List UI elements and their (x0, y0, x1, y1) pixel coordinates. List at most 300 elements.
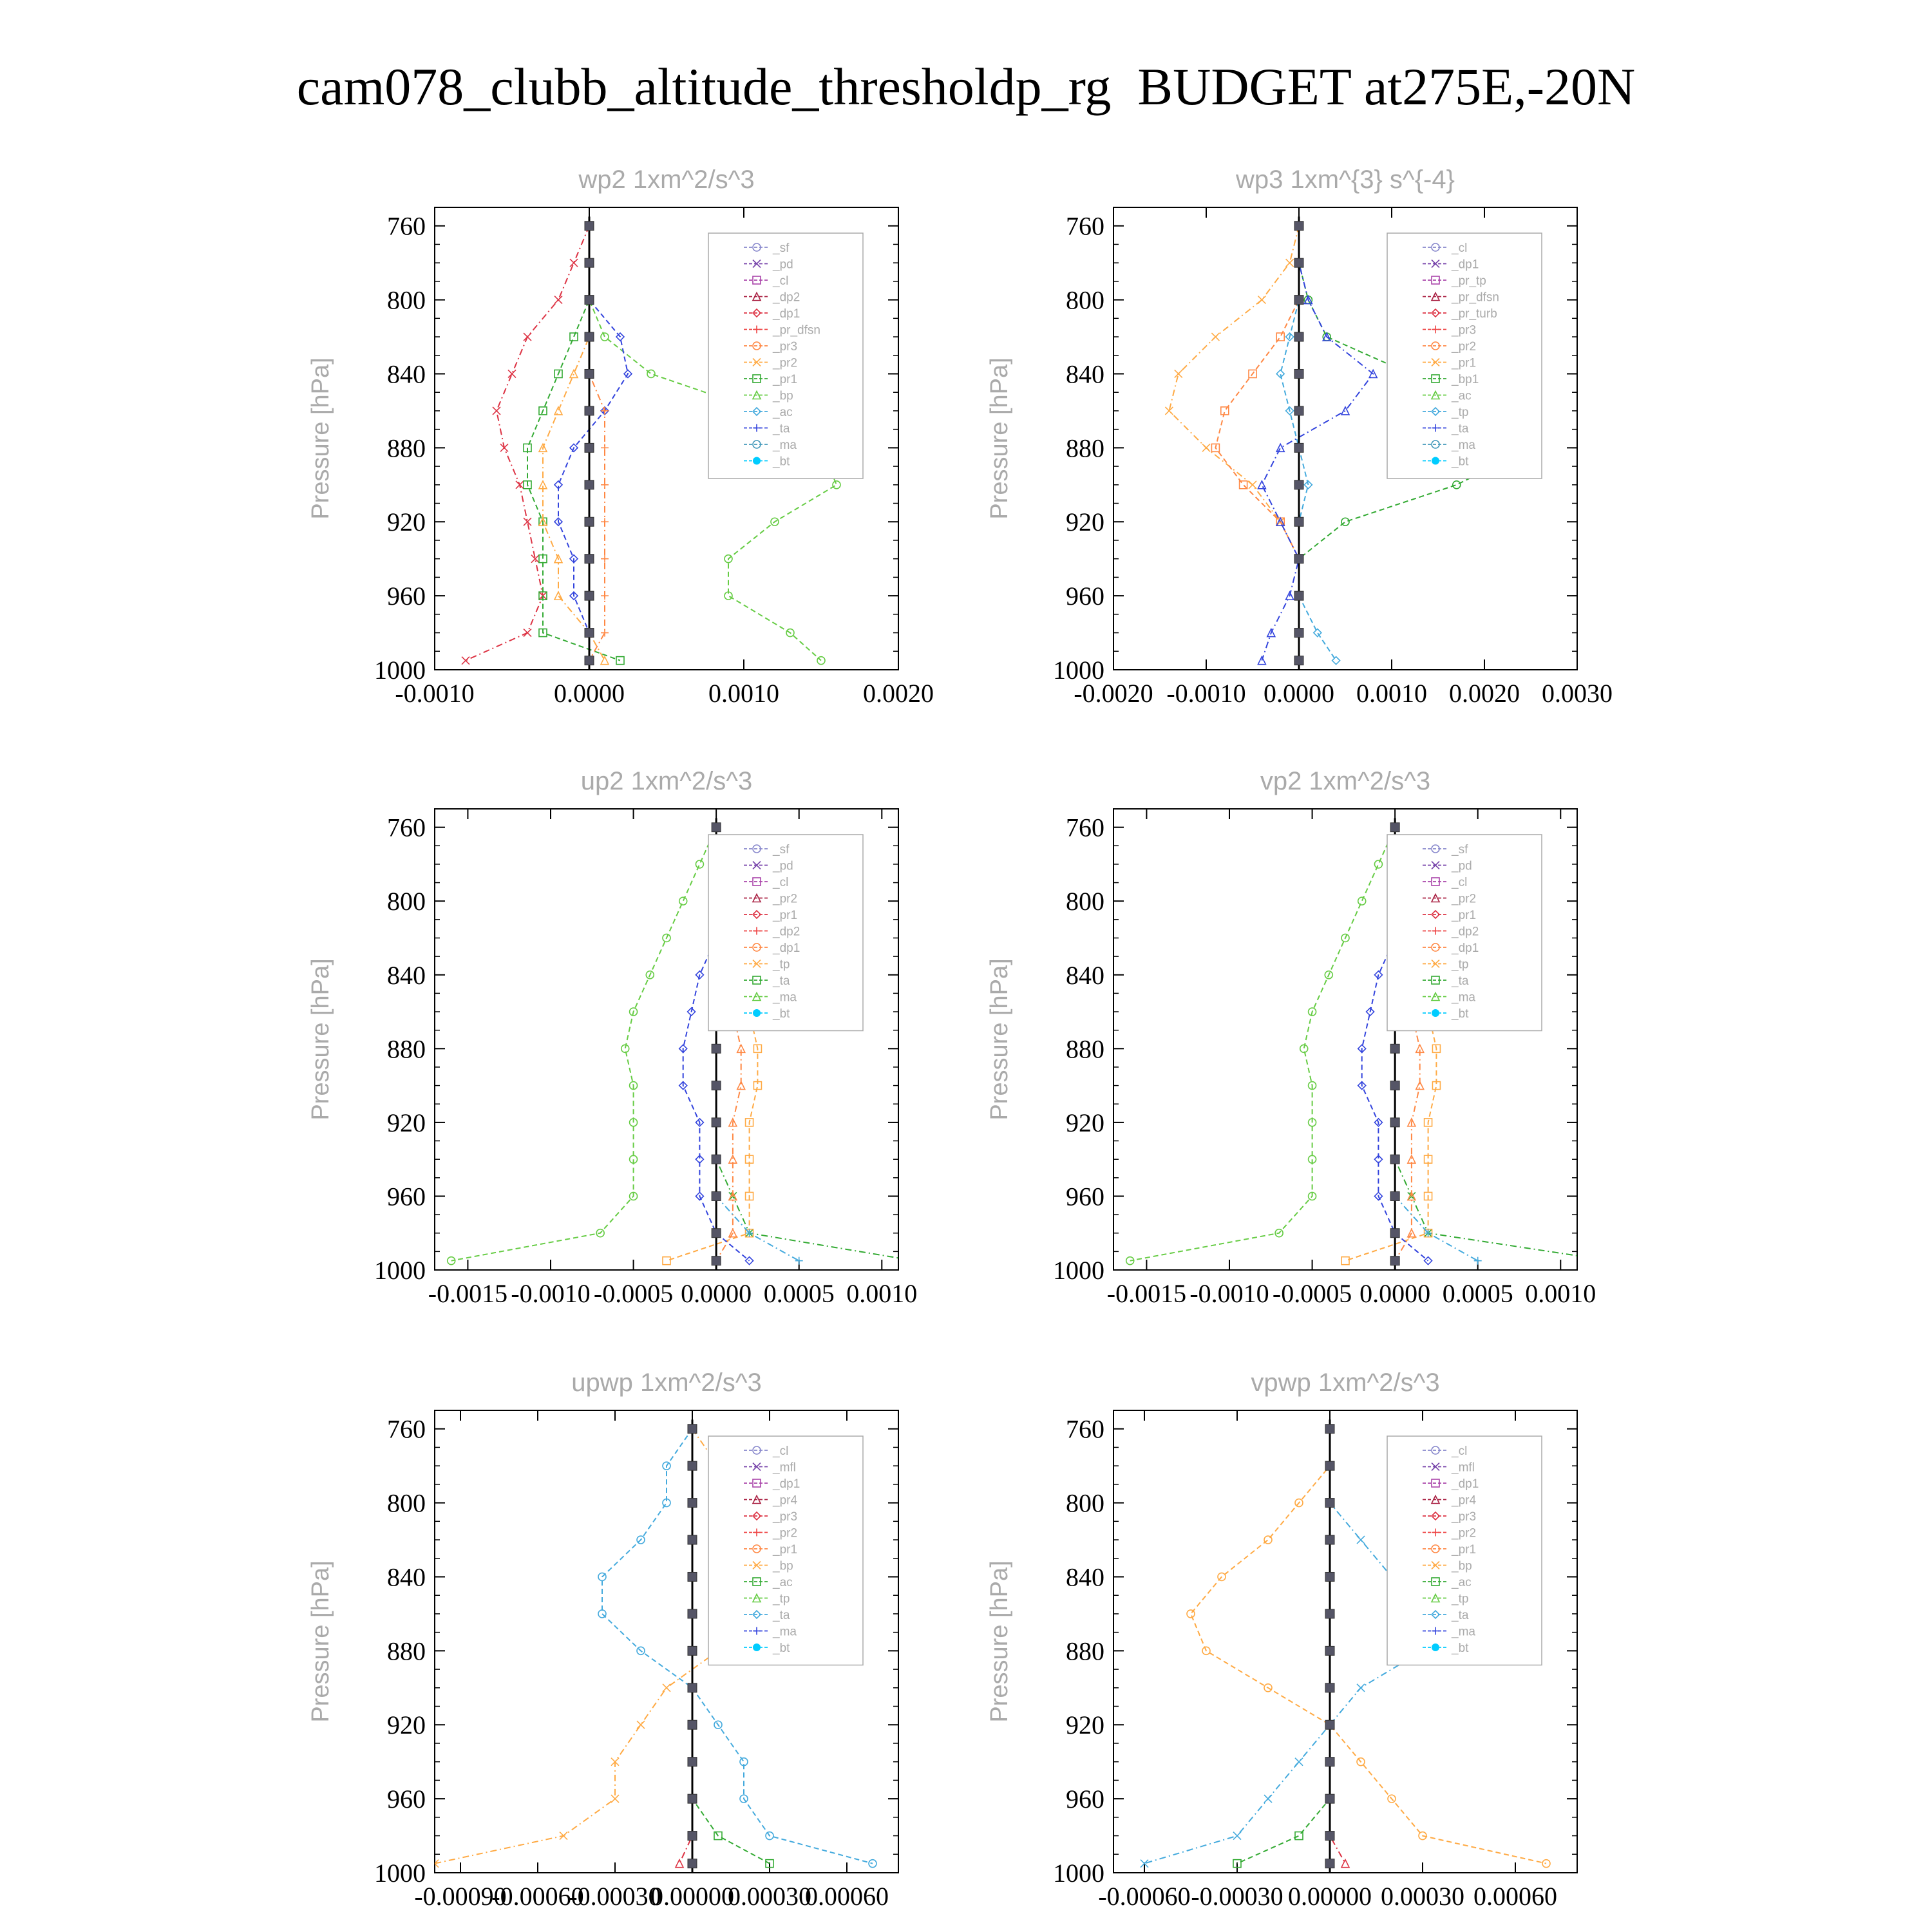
data-point (1286, 259, 1294, 267)
data-point (601, 481, 609, 489)
data-point (601, 657, 609, 665)
zero-marker (1325, 1794, 1334, 1803)
data-point (570, 370, 578, 377)
x-tick-label: 0.0010 (1525, 1279, 1596, 1308)
zero-marker (1294, 296, 1303, 305)
x-tick-label: 0.0005 (1442, 1279, 1513, 1308)
series-line (1144, 1429, 1423, 1864)
legend-label: _bt (1452, 1642, 1469, 1655)
zero-marker (1294, 258, 1303, 267)
series-line (1169, 226, 1299, 661)
zero-marker (1294, 406, 1303, 415)
panel-title: upwp 1xm^2/s^3 (571, 1368, 762, 1397)
legend-label: _pr2 (1452, 892, 1477, 906)
legend-label: _mfl (1452, 1461, 1475, 1475)
y-tick-label: 800 (1066, 1488, 1104, 1518)
data-point (493, 407, 500, 415)
legend-label: _mfl (773, 1461, 796, 1475)
data-point (1374, 860, 1382, 868)
data-point (611, 1795, 619, 1803)
legend-label: _pr2 (773, 356, 798, 370)
legend-label: _ma (1452, 990, 1475, 1005)
legend-label: _pr3 (1452, 1510, 1477, 1524)
data-point (462, 657, 469, 665)
y-tick-label: 880 (387, 1636, 426, 1666)
zero-marker (585, 629, 594, 638)
chart-panel (986, 767, 1614, 1308)
data-point (696, 860, 703, 868)
y-tick-label: 800 (387, 285, 426, 315)
data-point (601, 518, 609, 526)
x-tick-label: -0.0010 (395, 679, 475, 708)
legend-label: _ac (773, 406, 793, 419)
data-point (598, 1610, 606, 1618)
chart-panel (307, 767, 919, 1308)
legend-label: _bp (773, 1559, 793, 1573)
legend-label: _sf (773, 242, 790, 255)
zero-marker (1325, 1499, 1334, 1508)
data-point (679, 897, 687, 905)
y-tick-label: 1000 (374, 1256, 426, 1285)
data-point (524, 333, 531, 341)
series-line (1130, 828, 1395, 1261)
zero-marker (688, 1720, 697, 1729)
zero-marker (585, 554, 594, 564)
x-tick-label: -0.00030 (569, 1882, 661, 1911)
legend-label: _bt (773, 1007, 790, 1021)
data-point (1358, 897, 1366, 905)
legend-label: _pr1 (1452, 356, 1477, 370)
zero-marker (585, 296, 594, 305)
y-axis-label: Pressure [hPa] (986, 1560, 1013, 1723)
series-line (451, 828, 716, 1261)
y-tick-label: 1000 (1053, 1256, 1104, 1285)
zero-marker (712, 1256, 721, 1265)
x-tick-label: -0.0010 (1166, 679, 1246, 708)
legend-label: _dp1 (1452, 1477, 1479, 1491)
zero-marker (1294, 369, 1303, 378)
y-tick-label: 920 (1066, 507, 1104, 537)
data-point (1606, 1257, 1614, 1265)
data-point (1258, 481, 1265, 489)
legend-label: _bt (1452, 1007, 1469, 1021)
x-tick-label: 0.0020 (863, 679, 934, 708)
chart-panel (986, 166, 1613, 708)
legend-label: _ma (773, 990, 797, 1005)
data-point (601, 333, 609, 341)
x-tick-label: 0.0010 (846, 1279, 918, 1308)
data-point (1264, 1795, 1272, 1803)
legend-label: _dp2 (773, 925, 800, 939)
chart-panel (307, 166, 934, 708)
legend-label: _pr2 (773, 892, 798, 906)
y-tick-label: 1000 (1053, 656, 1104, 685)
zero-marker (1325, 1646, 1334, 1655)
legend-label: _sf (1452, 843, 1468, 857)
zero-marker (1390, 1155, 1399, 1164)
x-tick-label: 0.0000 (681, 1279, 752, 1308)
zero-marker (1325, 1461, 1334, 1470)
y-tick-label: 840 (387, 1562, 426, 1592)
data-point (1357, 1536, 1365, 1544)
legend-label: _ta (773, 1609, 790, 1622)
zero-marker (712, 1229, 721, 1238)
x-tick-label: 0.0005 (763, 1279, 835, 1308)
legend-label: _cl (1452, 876, 1468, 889)
y-axis-label: Pressure [hPa] (307, 1560, 334, 1723)
legend-label: _pr2 (1452, 1526, 1477, 1540)
legend-label: _ac (1452, 1576, 1472, 1589)
legend-label: _ta (1452, 422, 1469, 436)
x-tick-label: -0.0010 (511, 1279, 591, 1308)
data-point (1187, 1610, 1195, 1618)
x-tick-label: 0.0010 (1356, 679, 1427, 708)
legend-label: _tp (773, 958, 790, 972)
legend-label: _ma (1452, 1625, 1475, 1639)
x-tick-label: -0.0020 (1074, 679, 1153, 708)
data-point (554, 296, 562, 304)
y-tick-label: 760 (1066, 1414, 1104, 1444)
zero-marker (712, 1081, 721, 1090)
y-tick-label: 760 (1066, 211, 1104, 241)
y-tick-label: 960 (1066, 582, 1104, 611)
legend-label: _pr2 (773, 1526, 798, 1540)
zero-marker (688, 1757, 697, 1766)
x-tick-label: 0.00030 (728, 1882, 811, 1911)
zero-marker (688, 1683, 697, 1692)
data-point (663, 1257, 670, 1265)
data-point (570, 333, 578, 341)
legend-label: _bt (773, 455, 790, 469)
y-tick-label: 920 (1066, 1108, 1104, 1137)
data-point (817, 657, 825, 665)
legend-label: _dp1 (773, 307, 800, 321)
zero-marker (1325, 1859, 1334, 1868)
zero-marker (585, 591, 594, 600)
zero-marker (585, 406, 594, 415)
zero-marker (1325, 1425, 1334, 1434)
legend-label: _dp1 (773, 1477, 800, 1491)
zero-marker (712, 1118, 721, 1127)
y-tick-label: 840 (1066, 359, 1104, 389)
legend-label: _ma (1452, 439, 1475, 452)
y-tick-label: 760 (387, 813, 426, 842)
y-axis-label: Pressure [hPa] (986, 958, 1013, 1121)
x-tick-label: 0.00060 (805, 1882, 889, 1911)
panel-title: up2 1xm^2/s^3 (580, 767, 753, 795)
zero-marker (1294, 480, 1303, 489)
legend-label: _cl (1452, 1444, 1468, 1458)
legend-label: _pr1 (1452, 909, 1477, 922)
x-tick-label: -0.00090 (414, 1882, 507, 1911)
legend-label: _ma (773, 439, 797, 452)
data-point (1211, 333, 1219, 341)
data-point (616, 657, 624, 665)
series-line (1215, 226, 1299, 661)
x-tick-label: -0.0015 (1106, 1279, 1187, 1308)
page-title: cam078_clubb_altitude_thresholdp_rg BUDGET at275E,-20N (296, 57, 1636, 116)
legend-label: _ta (1452, 1609, 1469, 1622)
data-point (1276, 370, 1284, 377)
legend-label: _ta (1452, 974, 1469, 988)
zero-marker (585, 517, 594, 526)
zero-marker (585, 369, 594, 378)
zero-marker (1390, 1191, 1399, 1200)
zero-marker (1325, 1572, 1334, 1581)
y-tick-label: 800 (1066, 285, 1104, 315)
zero-marker (688, 1535, 697, 1544)
data-point (554, 407, 562, 415)
zero-marker (688, 1609, 697, 1618)
y-tick-label: 800 (1066, 887, 1104, 916)
zero-marker (1390, 823, 1399, 832)
zero-marker (1390, 1044, 1399, 1053)
legend-label: _pr2 (1452, 340, 1477, 354)
y-tick-label: 920 (387, 1710, 426, 1740)
y-tick-label: 840 (1066, 1562, 1104, 1592)
legend-label: _pr_turb (1452, 307, 1497, 321)
zero-marker (1325, 1720, 1334, 1729)
zero-marker (1325, 1609, 1334, 1618)
y-tick-label: 880 (387, 433, 426, 463)
zero-marker (585, 443, 594, 452)
y-tick-label: 840 (387, 359, 426, 389)
legend-label: _tp (1452, 1592, 1469, 1606)
x-tick-label: 0.0000 (554, 679, 625, 708)
y-axis-label: Pressure [hPa] (307, 958, 334, 1121)
legend-label: _bt (773, 1642, 790, 1655)
legend-label: _bp (773, 389, 793, 403)
y-tick-label: 920 (387, 1108, 426, 1137)
data-point (637, 1721, 645, 1728)
legend-label: _pr1 (773, 373, 798, 386)
data-point (1341, 1860, 1349, 1868)
zero-marker (1294, 332, 1303, 341)
legend-label: _tp (773, 1592, 790, 1606)
zero-marker (1294, 517, 1303, 526)
legend-label: _pd (773, 859, 793, 873)
zero-marker (688, 1425, 697, 1434)
zero-marker (1390, 1118, 1399, 1127)
data-point (1276, 444, 1284, 451)
data-point (663, 1684, 670, 1692)
legend-label: _sf (773, 843, 790, 857)
data-point (1341, 1257, 1349, 1265)
panel-title: wp3 1xm^{3} s^{-4} (1236, 166, 1455, 194)
data-point (1542, 1860, 1550, 1868)
zero-marker (1325, 1683, 1334, 1692)
y-tick-label: 960 (1066, 1785, 1104, 1814)
zero-marker (1294, 591, 1303, 600)
zero-marker (1294, 656, 1303, 665)
data-point (1332, 657, 1340, 665)
zero-marker (585, 258, 594, 267)
y-tick-label: 880 (1066, 1636, 1104, 1666)
zero-marker (1294, 554, 1303, 564)
legend-label: _cl (773, 876, 789, 889)
x-tick-label: -0.0015 (428, 1279, 508, 1308)
zero-marker (1325, 1832, 1334, 1841)
zero-marker (585, 332, 594, 341)
legend-label: _tp (1452, 958, 1469, 972)
data-point (911, 1257, 919, 1265)
zero-marker (585, 222, 594, 231)
data-point (1341, 518, 1349, 526)
data-point (1474, 1257, 1482, 1265)
y-tick-label: 880 (1066, 1034, 1104, 1064)
y-tick-label: 760 (1066, 813, 1104, 842)
legend-label: _ac (773, 1576, 793, 1589)
x-tick-label: 0.0030 (1542, 679, 1613, 708)
data-point (1258, 657, 1265, 665)
legend-label: _pr_dfsn (773, 323, 820, 337)
zero-marker (1294, 629, 1303, 638)
legend-label: _tp (1452, 406, 1469, 419)
y-tick-label: 960 (387, 1785, 426, 1814)
y-tick-label: 880 (1066, 433, 1104, 463)
legend-label: _pd (773, 258, 793, 272)
panel-title: wp2 1xm^2/s^3 (578, 166, 755, 194)
x-tick-label: -0.00030 (1191, 1882, 1283, 1911)
x-tick-label: 0.00060 (1473, 1882, 1557, 1911)
legend-label: _pr_tp (1452, 274, 1486, 288)
x-tick-label: -0.0005 (1272, 1279, 1352, 1308)
data-point (833, 481, 840, 489)
series-line (1237, 1429, 1330, 1864)
y-tick-label: 1000 (374, 656, 426, 685)
data-point (1357, 1684, 1365, 1692)
y-tick-label: 800 (387, 1488, 426, 1518)
y-tick-label: 960 (387, 1182, 426, 1211)
data-point (1233, 1832, 1241, 1840)
data-point (1453, 481, 1461, 489)
y-tick-label: 880 (387, 1034, 426, 1064)
series-line (1262, 226, 1373, 661)
panel-title: vpwp 1xm^2/s^3 (1251, 1368, 1440, 1397)
legend-label: _bp (1452, 1559, 1472, 1573)
zero-marker (712, 1191, 721, 1200)
x-tick-label: -0.00060 (491, 1882, 584, 1911)
data-point (1258, 296, 1265, 304)
data-point (601, 555, 609, 563)
zero-marker (688, 1461, 697, 1470)
legend-label: _pr3 (773, 340, 798, 354)
legend-label: _ta (773, 974, 790, 988)
data-point (601, 407, 609, 415)
y-tick-label: 840 (1066, 960, 1104, 990)
legend-label: _cl (773, 274, 789, 288)
legend-label: _pr_dfsn (1452, 290, 1499, 305)
legend-label: _dp1 (1452, 942, 1479, 955)
zero-marker (712, 823, 721, 832)
zero-marker (688, 1832, 697, 1841)
y-tick-label: 760 (387, 211, 426, 241)
legend-label: _bp1 (1452, 373, 1479, 386)
data-point (601, 444, 609, 451)
x-tick-label: -0.0010 (1189, 1279, 1269, 1308)
zero-marker (688, 1572, 697, 1581)
y-tick-label: 1000 (374, 1859, 426, 1888)
y-tick-label: 920 (1066, 1710, 1104, 1740)
legend-label: _ac (1452, 389, 1472, 403)
y-tick-label: 840 (387, 960, 426, 990)
legend-label: _ta (773, 422, 790, 436)
zero-marker (1390, 1256, 1399, 1265)
legend-label: _pr1 (773, 1543, 798, 1557)
zero-marker (1325, 1757, 1334, 1766)
data-point (1314, 629, 1321, 637)
y-tick-label: 760 (387, 1414, 426, 1444)
data-point (676, 1860, 683, 1868)
y-tick-label: 1000 (1053, 1859, 1104, 1888)
legend-label: _dp2 (773, 290, 800, 305)
x-tick-label: 0.0010 (708, 679, 779, 708)
legend-label: _pr4 (1452, 1493, 1477, 1508)
zero-marker (688, 1499, 697, 1508)
data-point (524, 629, 531, 637)
zero-marker (1325, 1535, 1334, 1544)
data-point (1175, 370, 1182, 377)
zero-marker (585, 656, 594, 665)
zero-marker (712, 1155, 721, 1164)
zero-marker (688, 1646, 697, 1655)
legend-label: _dp1 (773, 942, 800, 955)
zero-marker (1390, 1081, 1399, 1090)
y-tick-label: 800 (387, 887, 426, 916)
y-tick-label: 920 (387, 507, 426, 537)
zero-marker (1390, 1229, 1399, 1238)
x-tick-label: 0.00030 (1381, 1882, 1464, 1911)
data-point (1249, 481, 1256, 489)
legend-label: _pr1 (1452, 1543, 1477, 1557)
data-point (508, 370, 516, 377)
y-tick-label: 960 (387, 582, 426, 611)
legend-label: _pr3 (1452, 323, 1477, 337)
data-point (647, 370, 655, 377)
y-axis-label: Pressure [hPa] (986, 357, 1013, 520)
x-tick-label: 0.0000 (1264, 679, 1334, 708)
zero-marker (688, 1794, 697, 1803)
legend-label: _pr4 (773, 1493, 798, 1508)
zero-marker (585, 480, 594, 489)
legend-label: _pd (1452, 859, 1472, 873)
x-tick-label: 0.00000 (650, 1882, 734, 1911)
data-point (1202, 444, 1210, 451)
data-point (1264, 1536, 1272, 1544)
data-point (570, 259, 578, 267)
panel-title: vp2 1xm^2/s^3 (1260, 767, 1431, 795)
x-tick-label: 0.0020 (1449, 679, 1520, 708)
legend-label: _ma (773, 1625, 797, 1639)
zero-marker (1294, 443, 1303, 452)
legend-label: _cl (773, 1444, 789, 1458)
legend-label: _pr3 (773, 1510, 798, 1524)
x-tick-label: 0.00000 (1288, 1882, 1372, 1911)
data-point (601, 592, 609, 600)
y-axis-label: Pressure [hPa] (307, 357, 334, 520)
zero-marker (1294, 222, 1303, 231)
data-point (869, 1860, 876, 1868)
x-tick-label: -0.00060 (1098, 1882, 1191, 1911)
data-point (1165, 407, 1173, 415)
x-tick-label: 0.0000 (1359, 1279, 1431, 1308)
legend-label: _bt (1452, 455, 1469, 469)
legend-label: _dp2 (1452, 925, 1479, 939)
data-point (1295, 1758, 1303, 1766)
chart-panel (307, 1368, 898, 1911)
legend-label: _cl (1452, 242, 1468, 255)
data-point (795, 1257, 803, 1265)
